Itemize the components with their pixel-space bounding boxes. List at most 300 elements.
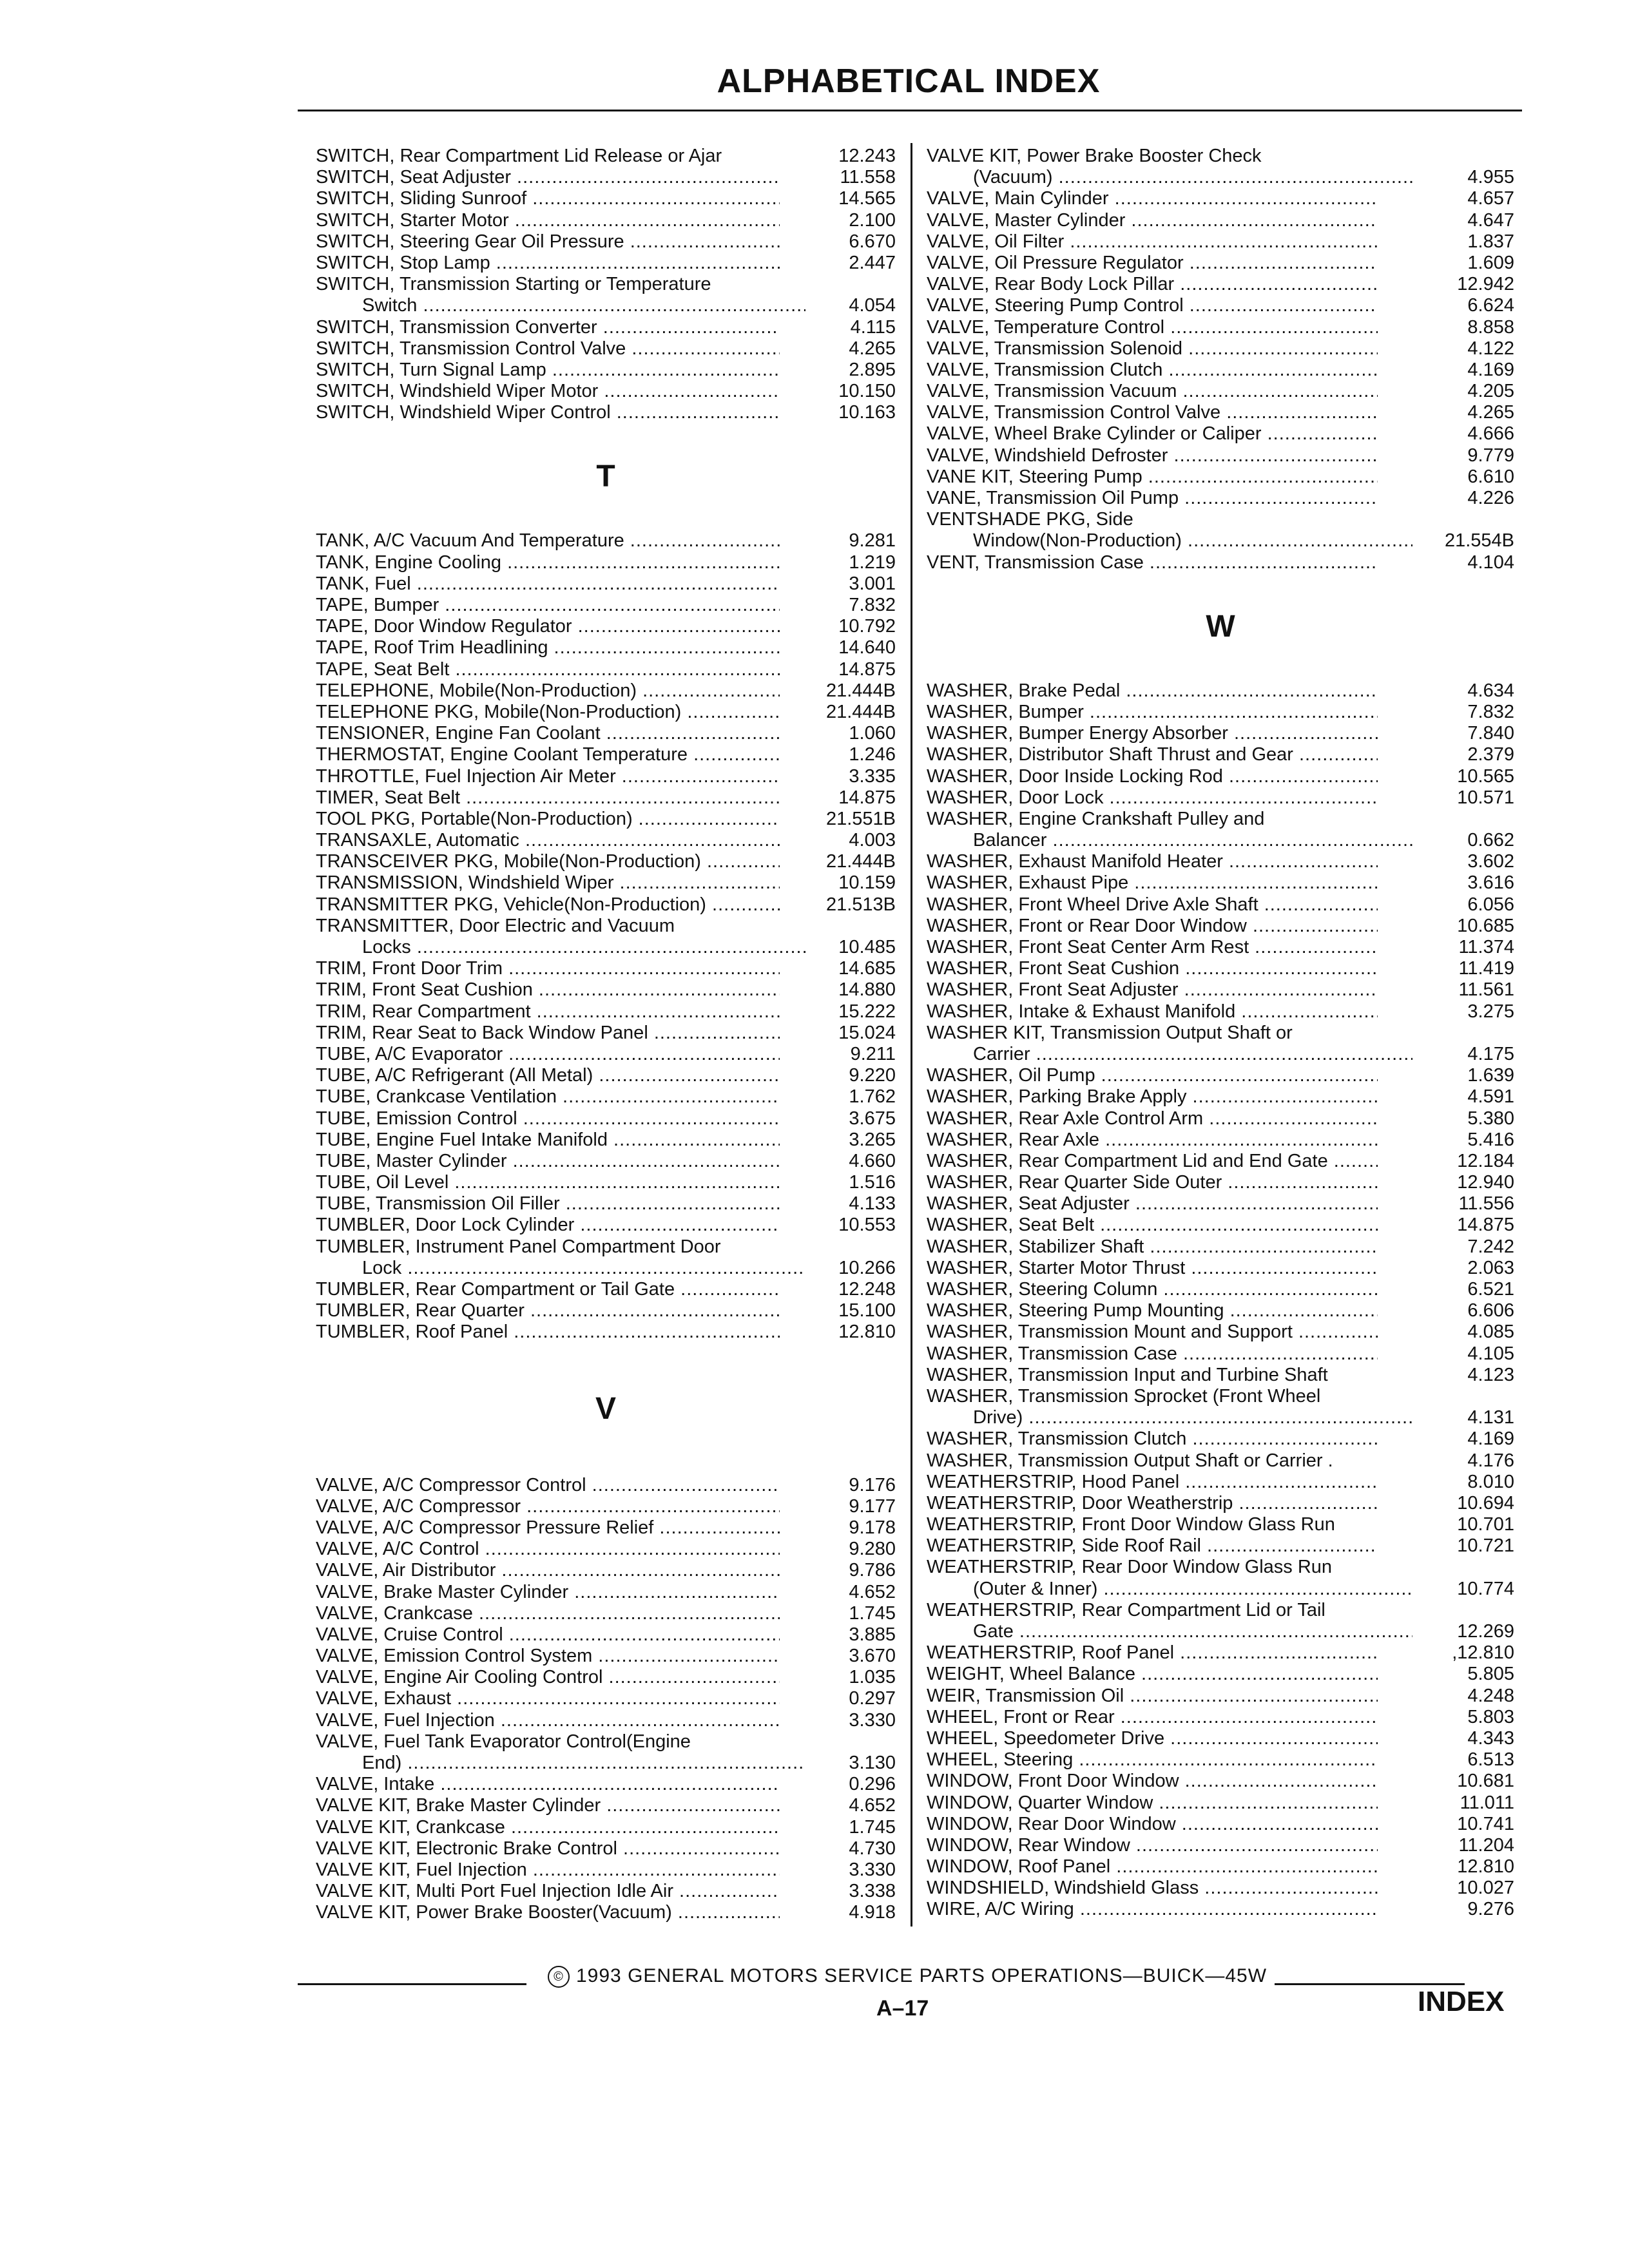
entry-label: WASHER, Exhaust Manifold Heater .....: [927, 851, 1378, 872]
entry-page-ref: 3.330: [849, 1859, 896, 1880]
entry-page-ref: 12.248: [838, 1279, 896, 1300]
index-entry: [927, 723, 1514, 744]
index-entry: [316, 338, 896, 360]
entry-label: WASHER, Distributor Shaft Thrust and Gear .....: [927, 744, 1378, 765]
entry-label: TUBE, A/C Refrigerant (All Metal) .....: [316, 1065, 780, 1086]
copyright-icon: ©: [548, 1966, 570, 1988]
right-v-entries: [927, 146, 1514, 573]
entry-label: WHEEL, Steering .....: [927, 1749, 1378, 1771]
entry-label: VALVE, Brake Master Cylinder .....: [316, 1582, 780, 1603]
section-letter-t: T: [596, 459, 615, 494]
index-entry: [927, 979, 1514, 1001]
index-entry: [927, 766, 1514, 787]
entry-label: Window(Non-Production) .....: [927, 530, 1412, 552]
title-rule: [298, 110, 1522, 111]
index-entry: [927, 402, 1514, 423]
index-entry: [927, 445, 1514, 466]
index-entry: [927, 274, 1514, 295]
entry-page-ref: 10.681: [1457, 1771, 1514, 1792]
entry-label: TRIM, Rear Compartment .....: [316, 1001, 780, 1023]
index-entry: [316, 1475, 896, 1496]
entry-label: WINDOW, Rear Door Window .....: [927, 1814, 1378, 1835]
entry-label: WASHER, Transmission Clutch .....: [927, 1428, 1378, 1450]
index-entry: [316, 937, 896, 958]
entry-label: TUBE, Emission Control .....: [316, 1108, 780, 1129]
entry-page-ref: 10.150: [838, 381, 896, 402]
index-entry: [316, 1236, 896, 1258]
entry-label: VALVE, Steering Pump Control .....: [927, 295, 1378, 316]
index-entry: [316, 1881, 896, 1902]
entry-page-ref: 11.558: [840, 167, 896, 188]
index-entry: [927, 744, 1514, 765]
index-entry: [316, 573, 896, 595]
entry-page-ref: 1.639: [1467, 1065, 1514, 1086]
entry-label: TUMBLER, Roof Panel .....: [316, 1321, 780, 1343]
entry-label: VALVE KIT, Brake Master Cylinder .....: [316, 1795, 780, 1816]
index-entry: [927, 552, 1514, 573]
entry-label: WASHER, Seat Adjuster .....: [927, 1193, 1378, 1215]
entry-page-ref: 12.810: [838, 1321, 896, 1343]
entry-label: TUBE, Transmission Oil Filler .....: [316, 1193, 780, 1215]
index-entry: [927, 830, 1514, 851]
entry-page-ref: 3.616: [1467, 872, 1514, 894]
footer-rule-left: [298, 1983, 526, 1985]
entry-page-ref: 11.561: [1458, 979, 1514, 1001]
entry-label: TAPE, Bumper .....: [316, 595, 780, 616]
index-entry: [316, 872, 896, 894]
entry-page-ref: 4.176: [1467, 1450, 1514, 1471]
entry-label: VALVE KIT, Fuel Injection .....: [316, 1860, 780, 1881]
index-entry: [316, 1774, 896, 1795]
entry-label: TELEPHONE PKG, Mobile(Non-Production) .....: [316, 702, 780, 723]
entry-page-ref: 9.276: [1467, 1899, 1514, 1920]
entry-label: WASHER, Transmission Output Shaft or Carrier .: [927, 1450, 1333, 1471]
entry-label: VALVE, Temperature Control .....: [927, 317, 1378, 338]
index-entry: [316, 231, 896, 253]
page-title: ALPHABETICAL INDEX: [717, 62, 1101, 100]
entry-label: SWITCH, Stop Lamp .....: [316, 253, 780, 274]
entry-page-ref: 11.204: [1458, 1834, 1514, 1856]
index-entry: [927, 1642, 1514, 1664]
entry-page-ref: 4.666: [1467, 423, 1514, 445]
entry-label: WASHER, Parking Brake Apply .....: [927, 1086, 1378, 1108]
index-entry: [927, 317, 1514, 338]
entry-page-ref: 7.840: [1467, 723, 1514, 744]
entry-label: WEATHERSTRIP, Rear Door Window Glass Run: [927, 1557, 1333, 1578]
entry-label: TUBE, Master Cylinder .....: [316, 1151, 780, 1172]
entry-label: WEATHERSTRIP, Rear Compartment Lid or Tail: [927, 1599, 1325, 1620]
entry-page-ref: 3.130: [849, 1753, 896, 1773]
index-entry: [316, 1817, 896, 1838]
entry-label: WINDOW, Rear Window .....: [927, 1835, 1378, 1856]
index-entry: [927, 423, 1514, 445]
index-entry: [927, 1258, 1514, 1279]
index-entry: [316, 659, 896, 680]
entry-label: WASHER, Transmission Input and Turbine Shaft: [927, 1364, 1328, 1385]
index-entry: [927, 851, 1514, 872]
index-entry: [927, 1129, 1514, 1151]
entry-label: WINDOW, Front Door Window .....: [927, 1771, 1378, 1792]
entry-page-ref: 9.176: [849, 1474, 896, 1495]
entry-label: VALVE, Oil Pressure Regulator .....: [927, 253, 1378, 274]
entry-page-ref: 1.035: [849, 1667, 896, 1688]
entry-label: TRANSMISSION, Windshield Wiper .....: [316, 872, 780, 894]
entry-page-ref: 1.060: [849, 723, 896, 744]
index-entry: [927, 787, 1514, 809]
entry-page-ref: 5.805: [1467, 1664, 1514, 1685]
entry-page-ref: 6.056: [1467, 894, 1514, 915]
entry-page-ref: 10.266: [838, 1257, 896, 1278]
index-entry: [927, 1579, 1514, 1600]
entry-label: WASHER, Oil Pump .....: [927, 1065, 1378, 1086]
entry-label: VALVE, Exhaust .....: [316, 1688, 780, 1709]
index-entry: [316, 744, 896, 765]
entry-page-ref: 4.169: [1467, 359, 1514, 380]
entry-page-ref: 21.444B: [825, 851, 896, 872]
entry-label: TRANSMITTER PKG, Vehicle(Non-Production) .....: [316, 894, 780, 916]
index-entry: [316, 809, 896, 830]
index-entry: [927, 1321, 1514, 1343]
section-name: INDEX: [1418, 1986, 1505, 2017]
index-entry: [927, 210, 1514, 231]
index-entry: [316, 381, 896, 402]
entry-page-ref: 10.741: [1457, 1813, 1514, 1834]
index-entry: [316, 1539, 896, 1560]
entry-page-ref: 0.296: [849, 1774, 896, 1795]
entry-page-ref: 4.003: [849, 830, 896, 851]
entry-page-ref: 3.275: [1467, 1001, 1514, 1022]
index-entry: [927, 1108, 1514, 1129]
entry-label: TRIM, Rear Seat to Back Window Panel .....: [316, 1023, 780, 1044]
entry-page-ref: 3.338: [849, 1881, 896, 1902]
entry-label: SWITCH, Windshield Wiper Motor .....: [316, 381, 780, 402]
index-entry: [927, 1899, 1514, 1920]
entry-page-ref: 3.330: [849, 1709, 896, 1731]
entry-label: WASHER, Transmission Mount and Support .....: [927, 1321, 1378, 1343]
entry-page-ref: 2.447: [849, 252, 896, 273]
entry-page-ref: 3.885: [849, 1624, 896, 1645]
entry-label: WEATHERSTRIP, Side Roof Rail .....: [927, 1535, 1378, 1557]
entry-label: VENTSHADE PKG, Side: [927, 509, 1133, 530]
entry-label: TUBE, Crankcase Ventilation .....: [316, 1086, 780, 1108]
entry-page-ref: 3.602: [1467, 851, 1514, 872]
entry-label: SWITCH, Transmission Control Valve .....: [316, 338, 780, 360]
index-entry: [316, 253, 896, 274]
entry-label: TANK, Fuel .....: [316, 573, 780, 595]
entry-page-ref: 14.875: [838, 787, 896, 808]
entry-label: TELEPHONE, Mobile(Non-Production) .....: [316, 680, 780, 702]
entry-page-ref: 4.122: [1467, 338, 1514, 359]
index-entry: [316, 1172, 896, 1193]
index-entry: [316, 1151, 896, 1172]
entry-page-ref: 4.657: [1467, 188, 1514, 209]
entry-label: WASHER, Starter Motor Thrust .....: [927, 1258, 1378, 1279]
entry-label: WEIGHT, Wheel Balance .....: [927, 1664, 1378, 1685]
entry-page-ref: 10.721: [1457, 1535, 1514, 1557]
entry-page-ref: 4.591: [1467, 1086, 1514, 1108]
entry-page-ref: 9.281: [849, 530, 896, 552]
index-entry: [927, 1065, 1514, 1086]
entry-label: TANK, A/C Vacuum And Temperature .....: [316, 530, 780, 552]
index-entry: [316, 1108, 896, 1129]
entry-label: TRIM, Front Seat Cushion .....: [316, 979, 780, 1001]
index-entry: [316, 1321, 896, 1343]
entry-label: VALVE, Wheel Brake Cylinder or Caliper .....: [927, 423, 1378, 445]
index-entry: [316, 1086, 896, 1108]
index-entry: [316, 766, 896, 787]
entry-page-ref: 4.660: [849, 1150, 896, 1171]
entry-page-ref: 6.606: [1467, 1300, 1514, 1321]
entry-label: VALVE, A/C Control .....: [316, 1539, 780, 1560]
entry-label: SWITCH, Turn Signal Lamp .....: [316, 360, 780, 381]
entry-label: Drive) .....: [927, 1407, 1412, 1428]
index-entry: [316, 1624, 896, 1646]
index-entry: [316, 1838, 896, 1860]
entry-page-ref: 11.374: [1458, 937, 1514, 957]
entry-label: WEATHERSTRIP, Roof Panel .....: [927, 1642, 1378, 1664]
entry-page-ref: 6.670: [849, 231, 896, 252]
index-entry: [927, 1707, 1514, 1728]
entry-label: WHEEL, Speedometer Drive .....: [927, 1728, 1378, 1749]
entry-page-ref: 10.163: [838, 402, 896, 423]
index-entry: [316, 1023, 896, 1044]
left-t-entries: [316, 530, 896, 1343]
entry-label: SWITCH, Sliding Sunroof .....: [316, 188, 780, 209]
index-entry: [927, 295, 1514, 316]
entry-page-ref: 7.832: [849, 595, 896, 615]
index-entry: [927, 1151, 1514, 1172]
entry-label: SWITCH, Transmission Starting or Temperature: [316, 274, 711, 295]
index-entry: [927, 1493, 1514, 1514]
entry-page-ref: 14.880: [838, 979, 896, 1001]
index-entry: [316, 979, 896, 1001]
entry-page-ref: 1.246: [849, 744, 896, 765]
entry-label: WINDSHIELD, Windshield Glass .....: [927, 1878, 1378, 1899]
entry-page-ref: 10.792: [838, 616, 896, 637]
entry-page-ref: 4.647: [1467, 209, 1514, 231]
entry-page-ref: 2.379: [1467, 744, 1514, 765]
index-entry: [316, 1710, 896, 1731]
entry-label: TANK, Engine Cooling .....: [316, 552, 780, 573]
entry-page-ref: 14.685: [838, 958, 896, 979]
index-entry: [316, 616, 896, 637]
entry-page-ref: 10.701: [1457, 1514, 1514, 1535]
index-entry: [316, 402, 896, 423]
index-entry: [316, 958, 896, 979]
index-entry: [927, 937, 1514, 958]
entry-label: VALVE, Transmission Solenoid .....: [927, 338, 1378, 360]
entry-label: TUMBLER, Rear Quarter .....: [316, 1300, 780, 1321]
entry-page-ref: 14.875: [1457, 1215, 1514, 1236]
entry-label: Balancer .....: [927, 830, 1412, 851]
entry-label: Carrier .....: [927, 1044, 1412, 1065]
entry-page-ref: 11.556: [1458, 1193, 1514, 1215]
entry-label: VALVE, Oil Filter .....: [927, 231, 1378, 253]
index-entry: [927, 1023, 1514, 1044]
entry-label: WEATHERSTRIP, Hood Panel .....: [927, 1472, 1378, 1493]
index-entry: [927, 1600, 1514, 1621]
entry-label: WASHER, Seat Belt .....: [927, 1215, 1378, 1236]
entry-page-ref: 14.565: [838, 188, 896, 209]
entry-label: Gate .....: [927, 1621, 1412, 1642]
entry-label: WHEEL, Front or Rear .....: [927, 1707, 1378, 1728]
entry-label: TUMBLER, Rear Compartment or Tail Gate .....: [316, 1279, 780, 1300]
index-entry: [316, 1517, 896, 1539]
index-entry: [927, 680, 1514, 702]
entry-page-ref: 4.265: [849, 338, 896, 359]
entry-page-ref: 0.297: [849, 1688, 896, 1709]
entry-label: VALVE, Engine Air Cooling Control .....: [316, 1667, 780, 1688]
entry-page-ref: 15.100: [838, 1300, 896, 1321]
entry-page-ref: 4.652: [849, 1581, 896, 1602]
index-entry: [927, 231, 1514, 253]
entry-page-ref: 4.133: [849, 1193, 896, 1215]
entry-label: TOOL PKG, Portable(Non-Production) .....: [316, 809, 780, 830]
index-entry: [927, 253, 1514, 274]
entry-page-ref: 14.875: [838, 658, 896, 680]
entry-label: WIRE, A/C Wiring .....: [927, 1899, 1378, 1920]
entry-label: SWITCH, Transmission Converter .....: [316, 317, 780, 338]
index-entry: [316, 1129, 896, 1151]
index-entry: [316, 295, 896, 316]
entry-page-ref: 10.571: [1457, 787, 1514, 808]
index-entry: [316, 1258, 896, 1279]
entry-label: (Outer & Inner) .....: [927, 1579, 1412, 1600]
entry-page-ref: 9.211: [850, 1043, 896, 1064]
entry-label: WASHER, Stabilizer Shaft .....: [927, 1236, 1378, 1258]
entry-page-ref: 15.222: [838, 1001, 896, 1022]
entry-page-ref: 9.786: [849, 1560, 896, 1581]
index-entry: [927, 702, 1514, 723]
entry-label: WASHER, Door Inside Locking Rod .....: [927, 766, 1378, 787]
index-entry: [316, 1731, 896, 1753]
entry-label: WASHER, Steering Column .....: [927, 1279, 1378, 1300]
entry-label: VALVE KIT, Crankcase .....: [316, 1817, 780, 1838]
left-column: [316, 146, 896, 1924]
entry-page-ref: 11.011: [1460, 1792, 1514, 1813]
index-entry: [927, 894, 1514, 916]
index-entry: [316, 1300, 896, 1321]
entry-page-ref: 12.269: [1457, 1621, 1514, 1642]
index-entry: [316, 702, 896, 723]
index-entry: [927, 1450, 1514, 1472]
left-v-entries: [316, 1475, 896, 1924]
entry-label: VALVE, Air Distributor .....: [316, 1560, 780, 1581]
index-entry: [927, 1621, 1514, 1642]
entry-page-ref: 7.242: [1467, 1236, 1514, 1257]
entry-page-ref: 10.553: [838, 1215, 896, 1236]
entry-label: WINDOW, Quarter Window .....: [927, 1792, 1378, 1814]
entry-label: SWITCH, Starter Motor .....: [316, 210, 780, 231]
index-entry: [927, 360, 1514, 381]
entry-page-ref: 6.521: [1467, 1279, 1514, 1300]
index-entry: [927, 1300, 1514, 1321]
entry-label: WASHER, Rear Axle .....: [927, 1129, 1378, 1151]
index-entry: [927, 1428, 1514, 1450]
entry-label: WASHER, Intake & Exhaust Manifold .....: [927, 1001, 1378, 1023]
index-entry: [927, 916, 1514, 937]
index-entry: [316, 1279, 896, 1300]
index-entry: [316, 188, 896, 209]
entry-label: WASHER, Brake Pedal .....: [927, 680, 1378, 702]
entry-label: VALVE, Transmission Vacuum .....: [927, 381, 1378, 402]
entry-label: VALVE, Intake .....: [316, 1774, 780, 1795]
entry-label: VANE KIT, Steering Pump .....: [927, 466, 1378, 488]
index-entry: [927, 167, 1514, 188]
entry-label: End) .....: [316, 1753, 805, 1774]
entry-label: VALVE KIT, Power Brake Booster(Vacuum) .....: [316, 1902, 780, 1923]
entry-label: WASHER, Engine Crankshaft Pulley and: [927, 808, 1265, 829]
index-entry: [927, 1792, 1514, 1814]
index-entry: [927, 1535, 1514, 1557]
entry-page-ref: ,12.810: [1452, 1642, 1514, 1664]
index-entry: [927, 1172, 1514, 1193]
index-entry: [927, 1386, 1514, 1407]
index-entry: [316, 530, 896, 552]
entry-label: SWITCH, Rear Compartment Lid Release or Ajar: [316, 146, 722, 166]
entry-page-ref: 8.010: [1467, 1471, 1514, 1492]
entry-label: WASHER, Transmission Sprocket (Front Wheel: [927, 1385, 1321, 1407]
entry-page-ref: 3.335: [849, 765, 896, 787]
entry-label: TUMBLER, Door Lock Cylinder .....: [316, 1215, 780, 1236]
entry-label: VALVE, Cruise Control .....: [316, 1624, 780, 1646]
entry-page-ref: 12.243: [838, 146, 896, 166]
index-entry: [927, 1728, 1514, 1749]
entry-page-ref: 1.745: [849, 1602, 896, 1624]
footer-rule-right: [1275, 1983, 1465, 1985]
entry-page-ref: 1.609: [1467, 252, 1514, 273]
entry-page-ref: 4.343: [1467, 1727, 1514, 1749]
index-entry: [927, 1814, 1514, 1835]
entry-page-ref: 4.169: [1467, 1428, 1514, 1450]
index-entry: [927, 958, 1514, 979]
index-entry: [927, 1001, 1514, 1023]
entry-label: VALVE KIT, Power Brake Booster Check: [927, 146, 1262, 166]
index-entry: [316, 787, 896, 809]
entry-label: WASHER, Front Seat Adjuster .....: [927, 979, 1378, 1001]
entry-label: TRANSAXLE, Automatic .....: [316, 830, 780, 851]
entry-page-ref: 2.063: [1467, 1257, 1514, 1278]
index-entry: [316, 830, 896, 851]
index-entry: [927, 1472, 1514, 1493]
entry-page-ref: 14.640: [838, 637, 896, 658]
entry-page-ref: 4.634: [1467, 680, 1514, 701]
entry-page-ref: 6.624: [1467, 295, 1514, 316]
entry-page-ref: 3.670: [849, 1646, 896, 1667]
entry-page-ref: 10.485: [838, 937, 896, 957]
index-entry: [316, 1902, 896, 1923]
entry-page-ref: 4.205: [1467, 381, 1514, 402]
entry-label: WASHER, Transmission Case .....: [927, 1343, 1378, 1365]
entry-label: VALVE, Master Cylinder .....: [927, 210, 1378, 231]
entry-label: WEIR, Transmission Oil .....: [927, 1686, 1378, 1707]
entry-page-ref: 4.248: [1467, 1685, 1514, 1706]
entry-page-ref: 6.513: [1467, 1749, 1514, 1771]
entry-page-ref: 0.662: [1467, 830, 1514, 851]
entry-label: WASHER, Rear Compartment Lid and End Gate .....: [927, 1151, 1378, 1172]
entry-label: Lock .....: [316, 1258, 805, 1279]
index-entry: [316, 637, 896, 658]
entry-page-ref: 1.516: [849, 1172, 896, 1193]
entry-label: TAPE, Seat Belt .....: [316, 659, 780, 680]
entry-label: TUBE, Engine Fuel Intake Manifold .....: [316, 1129, 780, 1151]
entry-page-ref: 21.551B: [825, 808, 896, 829]
index-entry: [927, 466, 1514, 488]
entry-label: Switch .....: [316, 295, 805, 316]
entry-page-ref: 9.178: [849, 1517, 896, 1538]
entry-page-ref: 1.837: [1467, 231, 1514, 252]
index-entry: [316, 1496, 896, 1517]
